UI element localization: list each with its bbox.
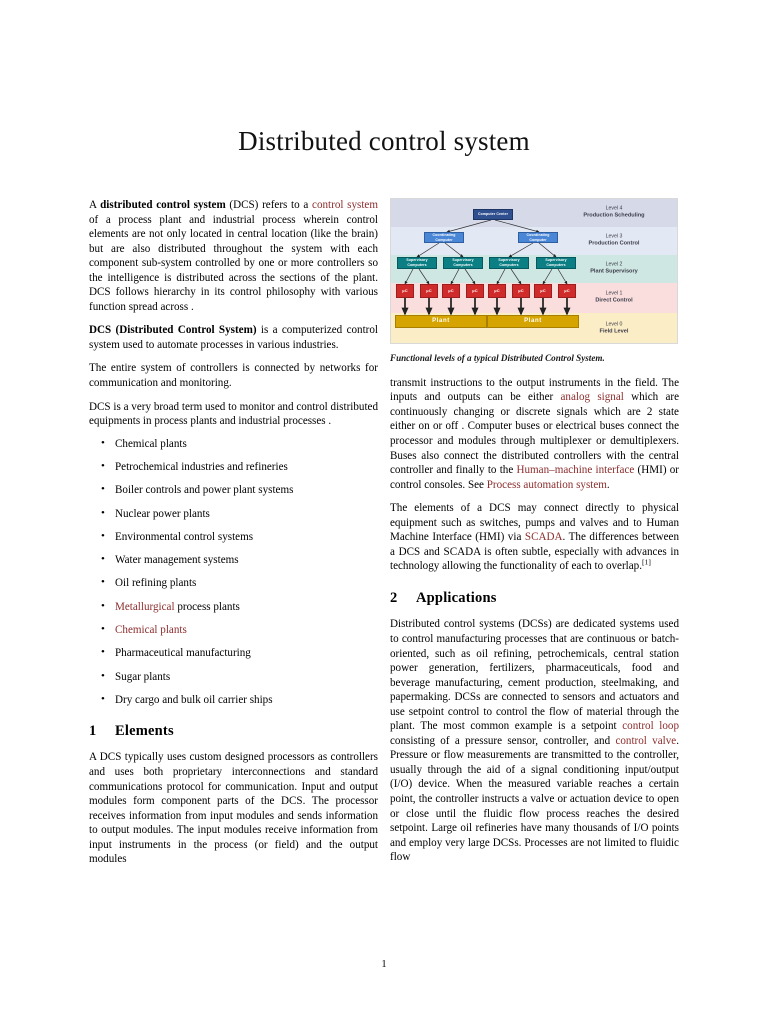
inline-link[interactable]: control loop <box>622 720 679 733</box>
figure-level-number: Level 1 <box>605 290 623 297</box>
list-item <box>115 554 378 567</box>
list-item <box>115 577 378 590</box>
text-run: . <box>606 478 610 491</box>
figure-node-microcontroller-2: µC <box>442 284 460 298</box>
paragraph-right-2 <box>390 501 679 574</box>
inline-link[interactable]: control valve <box>615 734 677 747</box>
right-column <box>390 198 679 874</box>
text-run: The entire system of controllers is connected by networks for communication and monitoring. <box>89 362 378 390</box>
figure-node-microcontroller-5: µC <box>512 284 530 298</box>
inline-link[interactable]: Chemical plants <box>115 624 187 637</box>
paragraph-elements-body <box>89 750 378 866</box>
section-heading-applications <box>390 591 679 606</box>
figure-level-number: Level 3 <box>605 233 623 240</box>
figure-node-coordinating-computer-right: Coordinating Computer <box>518 232 558 243</box>
paragraph-intro-1 <box>89 198 378 314</box>
text-run: The elements of a DCS may connect directly to physical equipment such as switches, pumps and valves and to Human Machine Interface (HMI) via <box>390 502 679 544</box>
figure-node-plant-right: Plant <box>487 315 579 328</box>
left-column <box>89 198 378 876</box>
figure-node-supervisory-computers-0: Supervisory Computers <box>397 257 437 269</box>
applications-bullet-list <box>89 438 378 707</box>
figure-node-microcontroller-1: µC <box>420 284 438 298</box>
figure-node-coordinating-computer-left: Coordinating Computer <box>424 232 464 243</box>
paragraph-right-1 <box>390 376 679 492</box>
figure-node-microcontroller-0: µC <box>396 284 414 298</box>
text-run: which are continuously changing or discrete signals which are 2 state either on or off . Computer buses or electrical buses connect the processor and modules through multiplexer or demultiplexers. Buses also connect the distributed controllers with the central controller and finally to the <box>390 391 680 477</box>
text-run: consisting of a pressure sensor, controller, and <box>390 734 616 747</box>
inline-link[interactable]: Human–machine interface <box>516 464 635 477</box>
figure-node-supervisory-computers-2: Supervisory Computers <box>489 257 529 269</box>
figure-level-name: Production Control <box>588 240 640 247</box>
text-run: Petrochemical industries and refineries <box>115 460 288 473</box>
list-item <box>115 461 378 474</box>
section-number: 1 <box>89 722 97 739</box>
text-run: is a computerized control system used to automate processes in various industries. <box>89 324 378 351</box>
figure-dcs-levels <box>390 198 679 365</box>
page-title: Distributed control system <box>238 126 530 157</box>
paragraph-intro-2 <box>89 323 378 352</box>
text-run: . Pressure or flow measurements are transmitted to the controller, usually through the aid of a signal conditioning input/output (I/O) device. When the measured variable reaches a certain point, the controller instructs a valve or actuation device to open or close until the fluidic flow process reaches the desired setpoint. Large oil refineries have many thousands of I/O points and employ very large DCSs. Processes are not limited to fluidic flow <box>390 734 679 864</box>
figure-image <box>390 198 678 344</box>
text-run: DCS is a very broad term used to monitor and control distributed equipments in process plants and industrial processes . <box>89 400 378 428</box>
inline-link[interactable]: control system <box>312 199 378 211</box>
inline-link[interactable]: Process automation system <box>486 478 607 491</box>
figure-node-microcontroller-4: µC <box>488 284 506 298</box>
text-run: . The differences between a DCS and SCADA is often subtle, especially with advances in technology allowing the functionality of each to overlap. <box>390 531 679 573</box>
page-number: 1 <box>381 959 387 970</box>
figure-node-microcontroller-6: µC <box>534 284 552 298</box>
text-run: A <box>89 199 101 211</box>
figure-node-supervisory-computers-3: Supervisory Computers <box>536 257 576 269</box>
section-number-applications: 2 <box>390 589 398 606</box>
figure-level-number: Level 2 <box>605 261 623 268</box>
text-run: process plants <box>174 600 240 613</box>
text-run: Oil refining plants <box>115 577 197 590</box>
figure-level-name: Direct Control <box>595 297 633 304</box>
section-title-applications: Applications <box>416 589 497 606</box>
text-run: A DCS typically uses custom designed processors as controllers and uses both proprietary interconnections and standard communications protocol for communication. Input and output modules form component parts of the DCS. The processor receives information from input modules and sends information to output modules. The input modules receive information from input instruments in the process (or field) and the output modules <box>89 751 378 866</box>
text-run: transmit instructions to the output instruments in the field. The inputs and outputs can be either <box>390 376 679 404</box>
figure-caption: Functional levels of a typical Distributed Control System. <box>390 353 605 363</box>
figure-level-number: Level 0 <box>605 321 623 328</box>
list-item <box>115 484 378 497</box>
text-run: DCS (Distributed Control System) <box>89 324 257 337</box>
figure-node-computer-center: Computer Center <box>473 209 513 220</box>
text-run: (DCS) refers to a <box>225 199 313 211</box>
text-run: of a process plant and industrial process wherein control elements are not only located in central location (like the brain) but are also distributed throughout the system with each component sub-system controlled by one or more controllers so the intelligence is distributed across the sections of the plant. DCS follows hierarchy in its control philosophy with various function spread across . <box>89 213 378 313</box>
text-run: (HMI) or control consoles. See <box>390 464 679 491</box>
figure-node-supervisory-computers-1: Supervisory Computers <box>443 257 483 269</box>
list-item <box>115 531 378 544</box>
text-run: Pharmaceutical manufacturing <box>115 647 251 660</box>
inline-link[interactable]: analog signal <box>560 391 624 404</box>
list-item <box>115 671 378 684</box>
inline-link[interactable]: SCADA <box>524 531 563 544</box>
inline-link[interactable]: Metallurgical <box>115 600 175 613</box>
section-heading-elements <box>89 724 378 739</box>
list-item <box>115 624 378 637</box>
paragraph-intro-4 <box>89 400 378 429</box>
text-run: Distributed control systems (DCSs) are dedicated systems used to control manufacturing processes that are continuous or batch-oriented, such as oil refining, petrochemicals, central station power generation, fertilizers, pharmaceuticals, food and beverage manufacturing, cement production, steelmaking, and papermaking. DCSs are connected to sensors and actuators and use setpoint control to control the flow of material through the plant. The most common example is a setpoint <box>390 618 679 733</box>
text-run: distributed control system <box>100 199 226 211</box>
figure-level-number: Level 4 <box>605 205 623 212</box>
text-run: Environmental control systems <box>115 530 254 543</box>
citation-ref[interactable]: [1] <box>642 557 651 567</box>
figure-level-name: Production Scheduling <box>583 212 645 219</box>
figure-node-plant-left: Plant <box>395 315 487 328</box>
text-run: Chemical plants <box>115 437 187 450</box>
text-run: Nuclear power plants <box>115 507 210 520</box>
list-item <box>115 601 378 614</box>
section-title: Elements <box>115 722 174 739</box>
list-item <box>115 438 378 451</box>
list-item <box>115 508 378 521</box>
figure-level-name: Plant Supervisory <box>590 268 638 275</box>
figure-level-name: Field Level <box>599 328 629 335</box>
figure-node-microcontroller-3: µC <box>466 284 484 298</box>
figure-node-microcontroller-7: µC <box>558 284 576 298</box>
paragraph-intro-3 <box>89 361 378 390</box>
text-run: Boiler controls and power plant systems <box>115 484 294 497</box>
list-item <box>115 694 378 707</box>
list-item <box>115 647 378 660</box>
text-run: Dry cargo and bulk oil carrier ships <box>115 693 273 706</box>
text-run: Water management systems <box>115 554 239 567</box>
paragraph-applications-body <box>390 617 679 864</box>
text-run: Sugar plants <box>115 670 171 683</box>
